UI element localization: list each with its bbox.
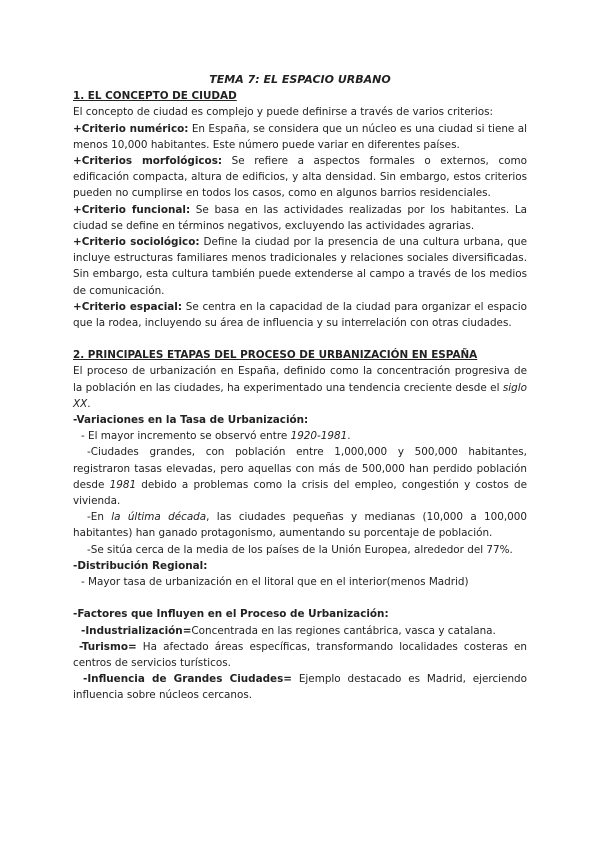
- variation-text: -Se sitúa cerca de la media de los países de la Unión Europea, alrededor del 77%.: [87, 543, 513, 556]
- spacer: [73, 590, 527, 606]
- factor-tourism: [73, 639, 527, 671]
- variation-end: .: [347, 430, 351, 443]
- section-1-intro: El concepto de ciudad es complejo y puede definirse a través de varios criterios:: [73, 106, 494, 119]
- variation-text: -En: [87, 511, 112, 524]
- criterion-text: Se centra en la capacidad de la ciudad para organizar el espacio que la rodea, incluyendo su área de influencia y su interrelación con otras ciudades.: [73, 300, 528, 330]
- criterion-functional: [73, 202, 527, 234]
- factor-text: Concentrada en las regiones cantábrica, vasca y catalana.: [191, 624, 496, 637]
- factor-label: -Turismo=: [79, 640, 137, 653]
- criterion-spatial: [73, 299, 527, 331]
- document-body: [73, 72, 527, 704]
- variation-item: [73, 509, 527, 541]
- factors-heading: -Factores que Influyen en el Proceso de Urbanización:: [73, 608, 389, 621]
- intro-italic: siglo XX: [73, 381, 527, 410]
- variation-item: [73, 428, 527, 444]
- variation-italic: la última década: [111, 511, 207, 524]
- variation-item: [73, 542, 527, 558]
- distribution-item: - Mayor tasa de urbanización en el litoral que en el interior(menos Madrid): [81, 576, 469, 589]
- factor-label: -Influencia de Grandes Ciudades=: [83, 673, 292, 686]
- factor-big-cities: [73, 671, 527, 703]
- criterion-text: Se refiere a aspectos formales o externos, como edificación compacta, altura de edificios, y alta densidad. Sin embargo, estos criterios pueden no cumplirse en todos los casos, como en algunos barrios residenciales.: [73, 155, 527, 200]
- variation-end: debido a problemas como la crisis del empleo, congestión y costos de vivienda.: [73, 478, 527, 508]
- variations-heading: -Variaciones en la Tasa de Urbanización:: [73, 414, 309, 427]
- intro-text: El proceso de urbanización en España, definido como la concentración progresiva de la población en las ciudades, ha experimentado una tendencia creciente desde el: [73, 365, 527, 394]
- intro-end: .: [87, 397, 91, 410]
- page-title: TEMA 7: EL ESPACIO URBANO: [209, 73, 391, 86]
- factor-text: Ejemplo destacado es Madrid, ejerciendo influencia sobre núcleos cercanos.: [73, 673, 527, 702]
- criterion-text: Define la ciudad por la presencia de una cultura urbana, que incluye estructuras familiares menos tradicionales y relaciones sociales diversificadas. Sin embargo, esta cultura también puede extenderse al campo a través de los medios de comunicación.: [73, 236, 527, 297]
- variation-italic: 1981: [109, 478, 137, 491]
- criterion-numeric: [73, 121, 527, 153]
- variation-text: -Ciudades grandes, con población entre 1,000,000 y 500,000 habitantes, registraron tasas elevadas, pero aquellas con más de 500,000 han perdido población desde: [73, 446, 527, 491]
- section-2-intro: [73, 363, 527, 412]
- criterion-label: +Criterio funcional:: [73, 203, 191, 216]
- criterion-label: +Criterio sociológico:: [73, 236, 200, 249]
- criterion-label: +Criterios morfológicos:: [73, 155, 223, 168]
- factor-industrialization: [73, 623, 527, 639]
- criterion-label: +Criterio numérico:: [73, 122, 189, 135]
- section-1-heading: 1. EL CONCEPTO DE CIUDAD: [73, 90, 237, 103]
- criterion-text: En España, se considera que un núcleo es una ciudad si tiene al menos 10,000 habitantes. Este número puede variar en diferentes países.: [73, 122, 528, 151]
- distribution-heading: -Distribución Regional:: [73, 559, 208, 572]
- variation-item: [73, 444, 527, 509]
- variation-italic: 1920-1981: [290, 430, 348, 443]
- criterion-label: +Criterio espacial:: [73, 300, 183, 313]
- factor-label: -Industrialización=: [81, 624, 192, 637]
- variation-end: , las ciudades pequeñas y medianas (10,000 a 100,000 habitantes) han ganado protagonismo, aumentando su porcentaje de población.: [73, 511, 527, 540]
- spacer: [73, 331, 527, 347]
- criterion-morphological: [73, 153, 527, 202]
- section-2-heading: 2. PRINCIPALES ETAPAS DEL PROCESO DE URBANIZACIÓN EN ESPAÑA: [73, 349, 478, 362]
- factor-text: Ha afectado áreas específicas, transformando localidades costeras en centros de servicios turísticos.: [73, 640, 527, 669]
- criterion-sociological: [73, 234, 527, 299]
- criterion-text: Se basa en las actividades realizadas por los habitantes. La ciudad se define en términos negativos, excluyendo las actividades agrarias.: [73, 203, 527, 232]
- variation-text: - El mayor incremento se observó entre: [81, 430, 291, 443]
